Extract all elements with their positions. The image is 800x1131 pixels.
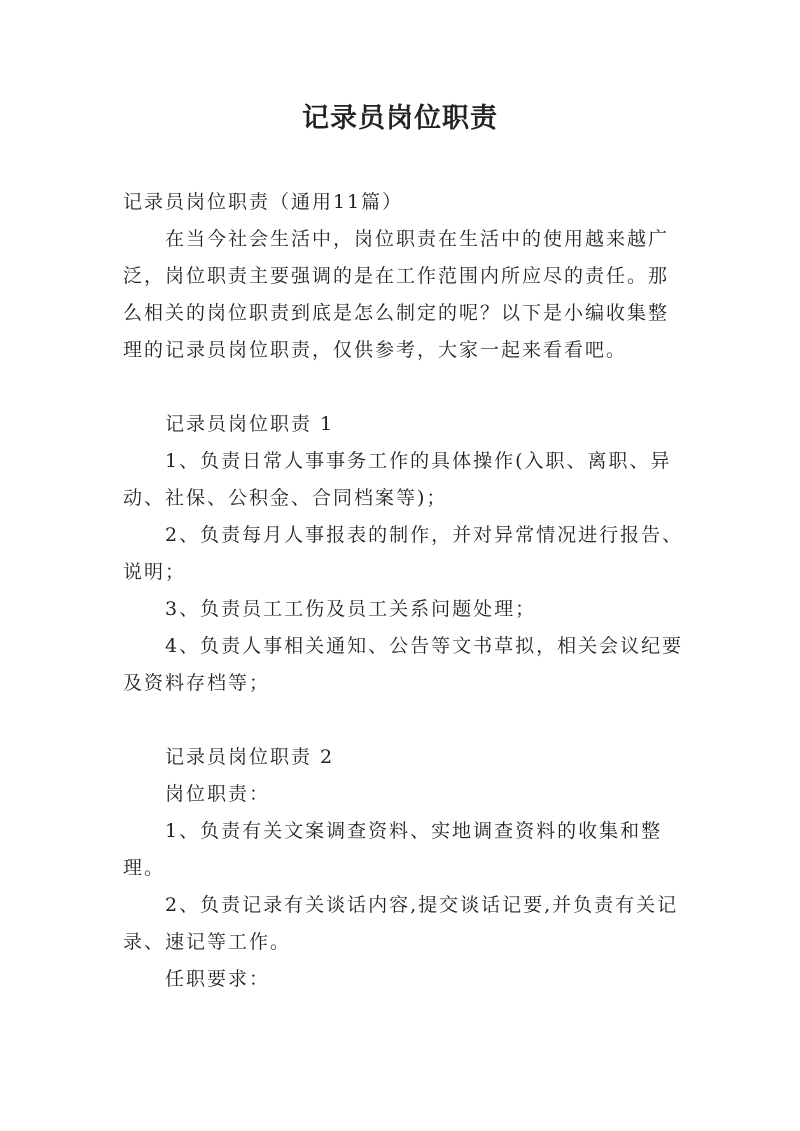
- paragraph-gap: [123, 702, 689, 739]
- section-1-item-2: 2、负责每月人事报表的制作，并对异常情况进行报告、说明；: [123, 524, 684, 583]
- section-1-item-3: 3、负责员工工伤及员工关系问题处理；: [165, 598, 537, 620]
- intro-paragraph: 在当今社会生活中，岗位职责在生活中的使用越来越广泛，岗位职责主要强调的是在工作范围内所应尽的责任。那么相关的岗位职责到底是怎么制定的呢？以下是小编收集整理的记录员岗位职责，仅供参考，大家一起来看看吧。: [123, 228, 670, 361]
- section-2-requirements-label: 任职要求：: [165, 968, 271, 990]
- section-2-heading: 记录员岗位职责 2: [165, 746, 335, 768]
- section-2-item-2: 2、负责记录有关谈话内容,提交谈话记要,并负责有关记录、速记等工作。: [123, 894, 679, 953]
- section-2-item-1: 1、负责有关文案调查资料、实地调查资料的收集和整理。: [123, 820, 663, 879]
- section-1-item-1: 1、负责日常人事事务工作的具体操作(入职、离职、异动、社保、公积金、合同档案等)；: [123, 450, 672, 509]
- section-1-item-4: 4、负责人事相关通知、公告等文书草拟，相关会议纪要及资料存档等；: [123, 635, 684, 694]
- section-2-duties-label: 岗位职责：: [165, 783, 271, 805]
- document-body: [123, 184, 689, 998]
- paragraph-gap: [123, 369, 689, 406]
- document-title: 记录员岗位职责: [302, 103, 498, 134]
- section-1-heading: 记录员岗位职责 1: [165, 413, 335, 435]
- document-subtitle: 记录员岗位职责（通用11篇）: [123, 191, 404, 213]
